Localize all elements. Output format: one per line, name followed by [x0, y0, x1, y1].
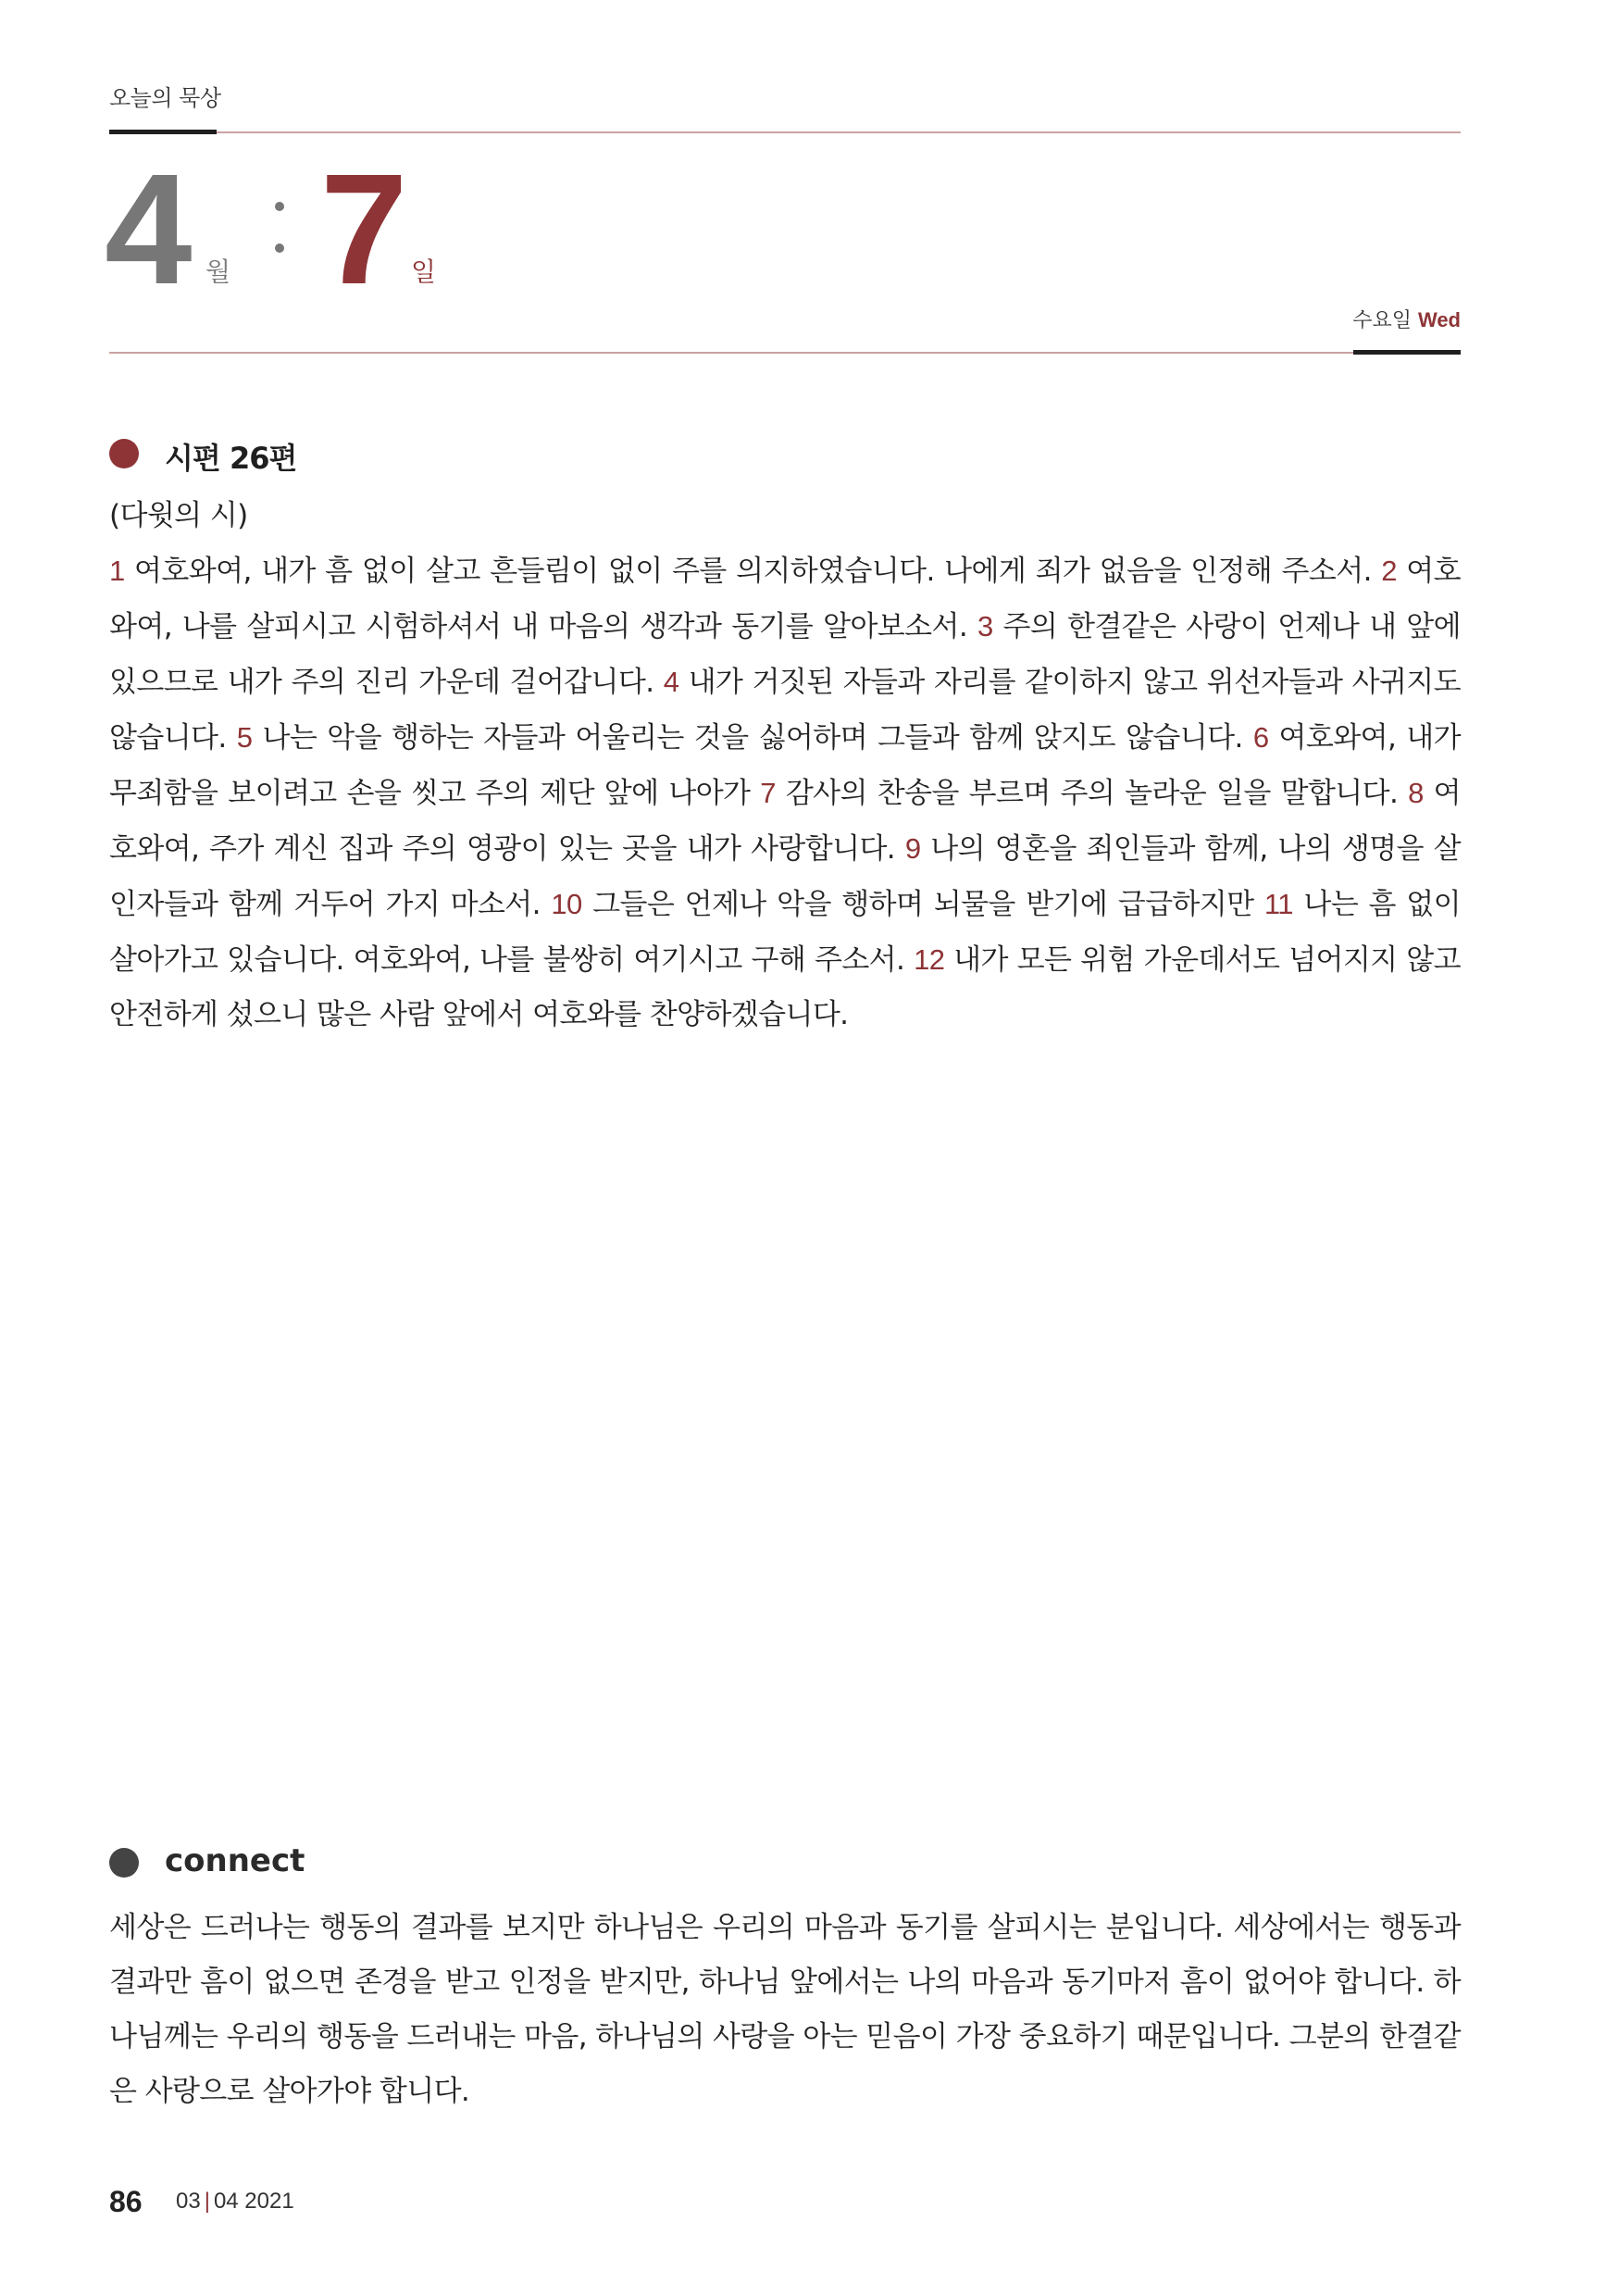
verse-number: 7	[760, 777, 776, 809]
verse-number: 2	[1381, 555, 1397, 587]
superscription: (다윗의 시)	[109, 499, 248, 532]
verse-number: 1	[109, 555, 125, 587]
date-colon-dot	[275, 243, 284, 253]
header-rule-accent	[109, 130, 217, 134]
verse-text: 나의 영혼을 죄인들과 함께, 나의 생명을 살인자들과 함께 거두어 가지 마소서.	[109, 832, 1461, 921]
verse-text: 여호와여, 내가 흠 없이 살고 흔들림이 없이 주를 의지하였습니다. 나에게 죄가 없음을 인정해 주소서.	[124, 555, 1382, 588]
section-label: 오늘의 묵상	[109, 85, 221, 111]
connect-bullet-icon	[109, 1848, 139, 1878]
scripture-text	[109, 489, 1461, 1042]
verse-number: 12	[914, 943, 945, 976]
month-unit: 월	[205, 256, 231, 287]
page-number: 86	[109, 2185, 143, 2218]
verse-number: 11	[1263, 888, 1293, 920]
connect-body: 세상은 드러나는 행동의 결과를 보지만 하나님은 우리의 마음과 동기를 살피시는 분입니다. 세상에서는 행동과 결과만 흠이 없으면 존경을 받고 인정을 받지만, 하나님 앞에서는 나의 마음과 동기마저 흠이 없어야 합니다. 하나님께는 우리의 행동을 드러내는 마음, 하나님의 사랑을 아는 믿음이 가장 중요하기 때문입니다. 그분의 한결같은 사랑으로 살아가야 합니다.	[109, 1911, 1461, 2108]
verse-number: 6	[1252, 721, 1269, 754]
verse-text: 나는 악을 행하는 자들과 어울리는 것을 싫어하며 그들과 함께 앉지도 않습니다.	[252, 721, 1253, 755]
weekday-english: Wed	[1417, 308, 1461, 331]
verse-text: 여호와여, 내가 무죄함을 보이려고 손을 씻고 주의 제단 앞에 나아가	[109, 721, 1461, 810]
issue-separator: |	[204, 2189, 210, 2214]
verse-list	[109, 543, 1461, 1042]
day-unit: 일	[411, 256, 437, 287]
verse-text: 내가 모든 위험 가운데서도 넘어지지 않고 안전하게 섰으니 많은 사람 앞에서 여호와를 찬양하겠습니다.	[109, 943, 1461, 1031]
weekday	[1352, 305, 1461, 333]
connect-title: connect	[165, 1842, 305, 1879]
verse-text: 감사의 찬송을 부르며 주의 놀라운 일을 말합니다.	[775, 777, 1409, 810]
verse-text: 내가 거짓된 자들과 자리를 같이하지 않고 위선자들과 사귀지도 않습니다.	[109, 666, 1461, 755]
date-rule-accent	[1353, 350, 1461, 355]
verse-number: 4	[663, 666, 679, 698]
verse-text: 주의 한결같은 사랑이 언제나 내 앞에 있으므로 내가 주의 진리 가운데 걸어갑니다.	[109, 610, 1461, 699]
issue-info	[176, 2189, 294, 2215]
date-rule	[109, 352, 1461, 354]
verse-text: 나는 흠 없이 살아가고 있습니다. 여호와여, 나를 불쌍히 여기시고 구해 주소서.	[109, 888, 1461, 977]
verse-number: 5	[236, 721, 253, 754]
issue-months: 03	[176, 2189, 201, 2214]
verse-number: 10	[551, 888, 582, 920]
weekday-korean: 수요일	[1352, 309, 1412, 332]
verse-text: 그들은 언제나 악을 행하며 뇌물을 받기에 급급하지만	[581, 888, 1264, 921]
verse-number: 8	[1408, 777, 1424, 809]
date-colon-dot	[275, 202, 284, 211]
passage-title: 시편 26편	[165, 441, 297, 476]
passage-bullet-icon	[109, 439, 139, 468]
verse-number: 3	[977, 610, 993, 643]
issue-year: 04 2021	[213, 2189, 294, 2214]
month-number: 4	[105, 142, 193, 318]
verse-text: 여호와여, 나를 살피시고 시험하셔서 내 마음의 생각과 동기를 알아보소서.	[109, 555, 1461, 643]
verse-number: 9	[904, 832, 921, 865]
header-rule	[109, 131, 1461, 133]
day-number: 7	[320, 142, 408, 318]
verse-text: 여호와여, 주가 계신 집과 주의 영광이 있는 곳을 내가 사랑합니다.	[109, 777, 1462, 866]
